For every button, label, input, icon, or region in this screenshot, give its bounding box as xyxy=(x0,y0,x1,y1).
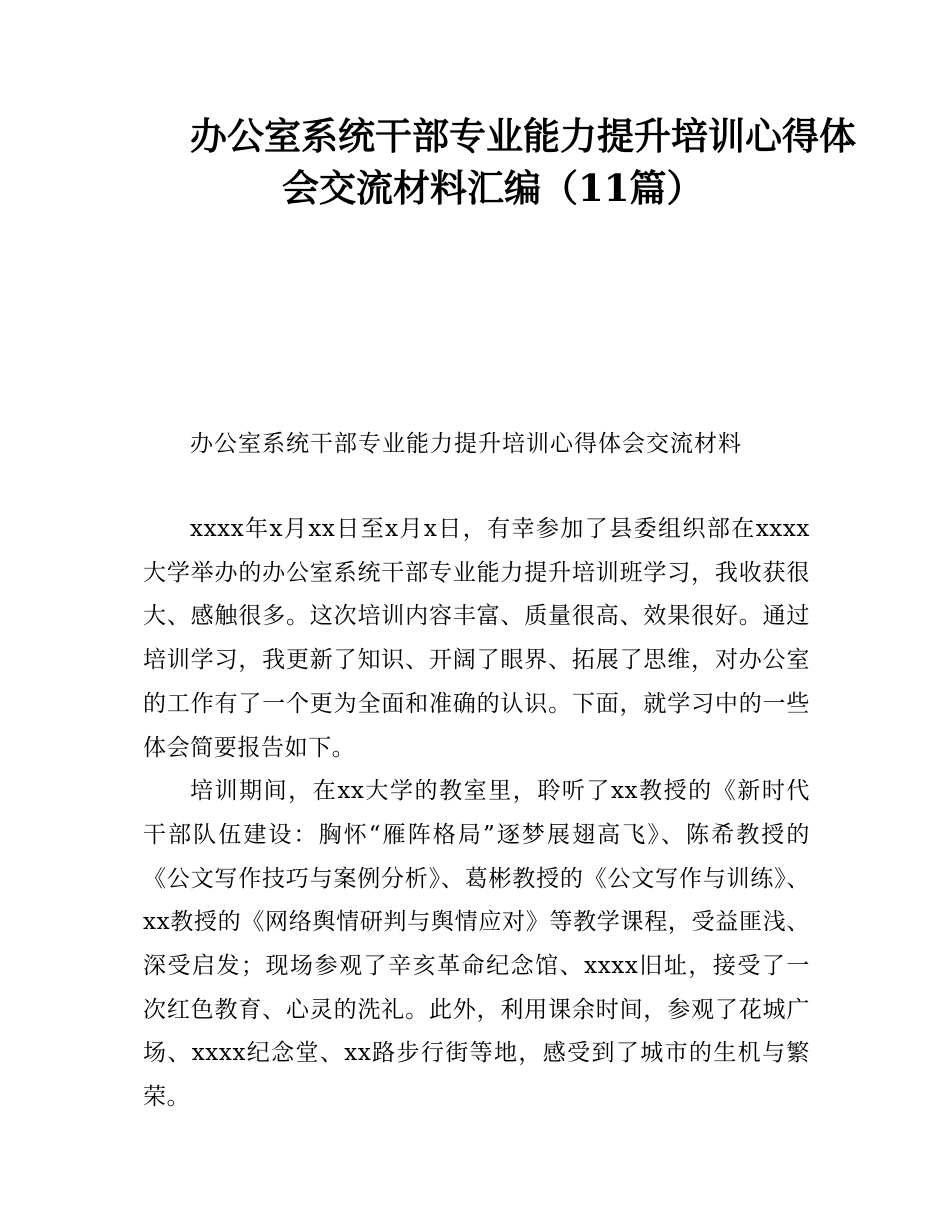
section-heading: 办公室系统干部专业能力提升培训心得体会交流材料 xyxy=(190,431,742,457)
document-title-line-2: 会交流材料汇编（11篇） xyxy=(282,166,704,210)
body-paragraph-1: xxxx年x月xx日至x月x日，有幸参加了县委组织部在xxxx大学举办的办公室系统干部专业能力提升培训班学习，我收获很大、感触很多。这次培训内容丰富、质量很高、效果很好。通过培训学习，我更新了知识、开阔了眼界、拓展了思维，对办公室的工作有了一个更为全面和准确的认识。下面，就学习中的一些体会简要报告如下。 xyxy=(143,516,810,761)
document-title xyxy=(0,110,950,214)
document-title-line-1: 办公室系统干部专业能力提升培训心得体 xyxy=(190,114,856,158)
document-body xyxy=(143,508,810,1120)
body-paragraph-2: 培训期间，在xx大学的教室里，聆听了xx教授的《新时代干部队伍建设：胸怀“雁阵格局”逐梦展翅高飞》、陈希教授的《公文写作技巧与案例分析》、葛彬教授的《公文写作与训练》、xx教授的《网络舆情研判与舆情应对》等教学课程，受益匪浅、深受启发；现场参观了辛亥革命纪念馆、xxxx旧址，接受了一次红色教育、心灵的洗礼。此外，利用课余时间，参观了花城广场、xxxx纪念堂、xx路步行街等地，感受到了城市的生机与繁荣。 xyxy=(143,778,810,1111)
